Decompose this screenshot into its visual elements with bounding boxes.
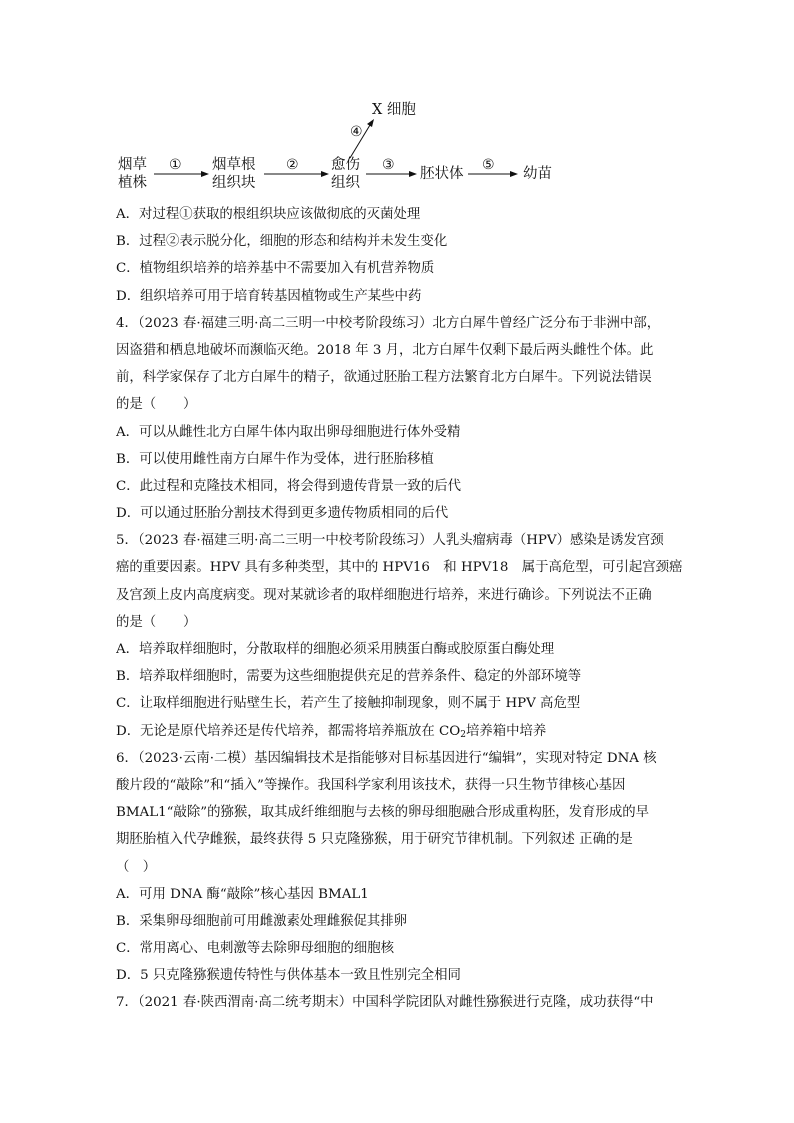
text-line: A．培养取样细胞时，分散取样的细胞必须采用胰蛋白酶或胶原蛋白酶处理 [116, 642, 555, 657]
text-line: 6．（2023·云南·二模）基因编辑技术是指能够对目标基因进行“编辑”，实现对特定 DNA 核 [116, 750, 657, 766]
text-fragment: D．无论是原代培养还是传代培养，都需将培养瓶放在 CO [116, 723, 461, 739]
step-3-label: ③ [382, 157, 395, 173]
text-line: 的是（ ） [116, 614, 197, 630]
text-line: 前，科学家保存了北方白犀牛的精子，欲通过胚胎工程方法繁育北方白犀牛。下列说法错误 [116, 370, 652, 386]
root-tissue-label-1: 烟草根 [212, 157, 256, 173]
text-line: D．组织培养可用于培育转基因植物或生产某些中药 [116, 288, 422, 304]
text-line: 的是（ ） [116, 397, 197, 413]
text-line-co2 [116, 718, 686, 745]
text-line: 4．（2023 春·福建三明·高二三明一中校考阶段练习）北方白犀牛曾经广泛分布于非洲中部， [116, 315, 661, 331]
callus-label-2: 组织 [331, 175, 360, 191]
question-text [116, 201, 686, 1017]
text-line: C．常用离心、电刺激等去除卵母细胞的细胞核 [116, 941, 395, 957]
text-line: D．可以通过胚胎分割技术得到更多遗传物质相同的后代 [116, 506, 449, 522]
text-line: A．可用 DNA 酶“敲除”核心基因 BMAL1 [116, 886, 369, 902]
tobacco-plant-label-1: 烟草 [118, 157, 147, 173]
root-tissue-label-2: 组织块 [212, 175, 256, 191]
text-line: C．此过程和克隆技术相同，将会得到遗传背景一致的后代 [116, 478, 462, 494]
callus-label-1: 愈伤 [331, 157, 360, 173]
step-1-label: ① [169, 157, 182, 173]
text-line: 因盗猎和栖息地破坏而濒临灭绝。2018 年 3 月，北方白犀牛仅剩下最后两头雌性个体。此 [116, 342, 654, 358]
text-line: B．可以使用雌性南方白犀牛作为受体，进行胚胎移植 [116, 451, 434, 467]
text-fragment: 培养箱中培养 [465, 723, 547, 739]
text-line: 酸片段的“敲除”和“插入”等操作。我国科学家利用该技术，获得一只生物节律核心基因 [116, 777, 626, 793]
text-line: A．对过程①获取的根组织块应该做彻底的灭菌处理 [116, 207, 421, 222]
text-line: 癌的重要因素。HPV 具有多种类型，其中的 HPV16 和 HPV18 属于高危型，可引起宫颈癌 [116, 560, 683, 576]
text-line: 7．（2021 春·陕西渭南·高二统考期末）中国科学院团队对雌性猕猴进行克隆，成功获得“中 [116, 995, 654, 1011]
subscript: 2 [460, 729, 466, 740]
text-line: （ ） [116, 859, 157, 875]
text-line: B．采集卵母细胞前可用雌激素处理雌猴促其排卵 [116, 913, 408, 929]
tissue-culture-flow-diagram [110, 92, 610, 192]
text-line: 5．（2023 春·福建三明·高二三明一中校考阶段练习）人乳头瘤病毒（HPV）感染是诱发宫颈 [116, 533, 664, 549]
text-line: 及宫颈上皮内高度病变。现对某就诊者的取样细胞进行培养，来进行确诊。下列说法不正确 [116, 587, 652, 603]
x-cell-label: X 细胞 [372, 102, 416, 118]
text-line: B．过程②表示脱分化，细胞的形态和结构并未发生变化 [116, 234, 448, 250]
text-line: B．培养取样细胞时，需要为这些细胞提供充足的营养条件、稳定的外部环境等 [116, 669, 582, 685]
tobacco-plant-label-2: 植株 [118, 175, 147, 191]
step-5-label: ⑤ [482, 157, 495, 173]
text-line: C．植物组织培养的培养基中不需要加入有机营养物质 [116, 261, 435, 277]
embryoid-label: 胚状体 [420, 166, 464, 182]
text-line: D．5 只克隆猕猴遗传特性与供体基本一致且性别完全相同 [116, 968, 461, 984]
seedling-label: 幼苗 [523, 166, 552, 182]
step-4-label: ④ [350, 124, 363, 140]
text-line: 期胚胎植入代孕雌猴，最终获得 5 只克隆猕猴，用于研究节律机制。下列叙述 正确的是 [116, 832, 633, 848]
step-2-label: ② [286, 157, 299, 173]
text-line: A．可以从雌性北方白犀牛体内取出卵母细胞进行体外受精 [116, 424, 461, 440]
text-line: BMAL1“敲除”的猕猴，取其成纤维细胞与去核的卵母细胞融合形成重构胚，发育形成的早 [116, 805, 649, 821]
text-line: C．让取样细胞进行贴壁生长，若产生了接触抑制现象，则不属于 HPV 高危型 [116, 696, 581, 712]
